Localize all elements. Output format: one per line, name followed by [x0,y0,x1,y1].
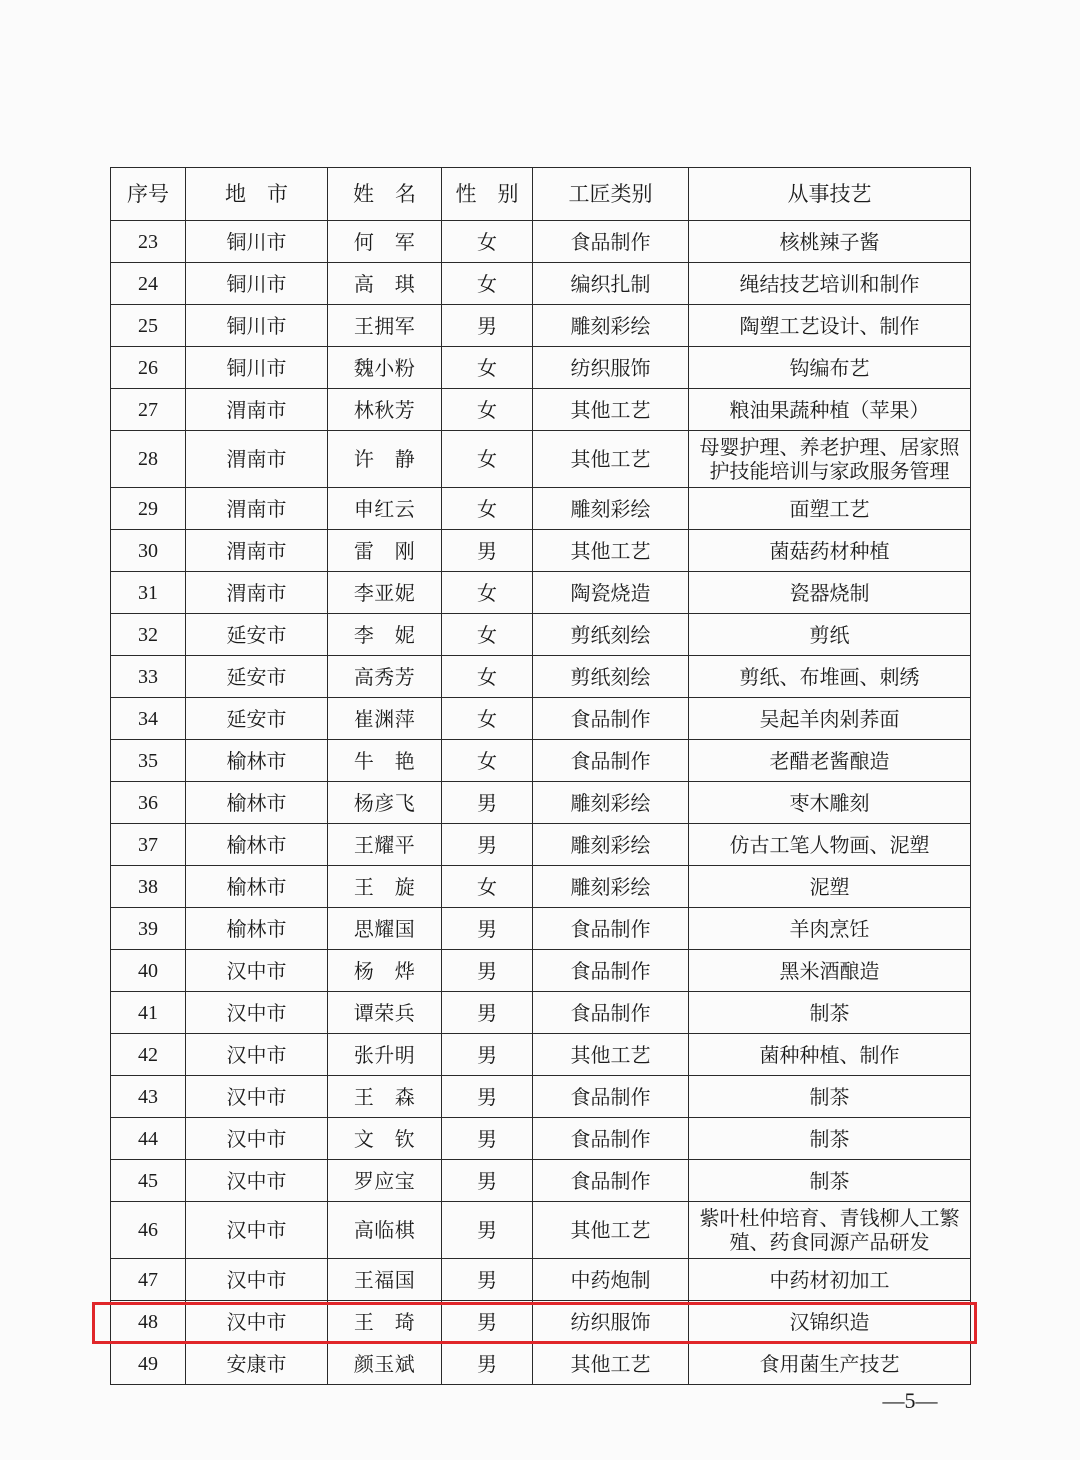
cell-gender: 男 [442,1259,533,1301]
header-city: 地 市 [186,168,328,221]
cell-index: 24 [111,263,186,305]
cell-index: 43 [111,1076,186,1118]
cell-name: 高 琪 [328,263,442,305]
cell-gender: 女 [442,263,533,305]
table-row [111,908,971,950]
cell-category: 剪纸刻绘 [533,656,689,698]
cell-index: 49 [111,1343,186,1385]
cell-skill: 菌菇药材种植 [689,530,971,572]
cell-category: 其他工艺 [533,1034,689,1076]
cell-category: 中药炮制 [533,1259,689,1301]
cell-city: 榆林市 [186,866,328,908]
cell-index: 42 [111,1034,186,1076]
cell-index: 32 [111,614,186,656]
cell-index: 45 [111,1160,186,1202]
cell-skill: 剪纸 [689,614,971,656]
cell-category: 其他工艺 [533,530,689,572]
cell-gender: 女 [442,740,533,782]
cell-name: 高临棋 [328,1202,442,1259]
cell-index: 34 [111,698,186,740]
cell-gender: 男 [442,1076,533,1118]
header-category: 工匠类别 [533,168,689,221]
table-row [111,656,971,698]
cell-city: 汉中市 [186,1034,328,1076]
cell-skill: 吴起羊肉剁荞面 [689,698,971,740]
table-row [111,263,971,305]
cell-city: 汉中市 [186,950,328,992]
cell-skill: 粮油果蔬种植（苹果） [689,389,971,431]
table-body [111,221,971,1385]
cell-gender: 男 [442,782,533,824]
cell-city: 汉中市 [186,992,328,1034]
cell-index: 28 [111,431,186,488]
cell-gender: 男 [442,1118,533,1160]
cell-index: 27 [111,389,186,431]
cell-city: 铜川市 [186,305,328,347]
cell-index: 37 [111,824,186,866]
cell-name: 王耀平 [328,824,442,866]
cell-gender: 男 [442,950,533,992]
header-skill: 从事技艺 [689,168,971,221]
table-row [111,530,971,572]
cell-skill: 紫叶杜仲培育、青钱柳人工繁殖、药食同源产品研发 [689,1202,971,1259]
cell-skill: 仿古工笔人物画、泥塑 [689,824,971,866]
cell-name: 高秀芳 [328,656,442,698]
cell-skill: 面塑工艺 [689,488,971,530]
table-row [111,950,971,992]
cell-gender: 男 [442,1202,533,1259]
cell-name: 谭荣兵 [328,992,442,1034]
cell-skill: 瓷器烧制 [689,572,971,614]
cell-name: 牛 艳 [328,740,442,782]
cell-skill: 老醋老酱酿造 [689,740,971,782]
cell-index: 44 [111,1118,186,1160]
cell-skill: 绳结技艺培训和制作 [689,263,971,305]
cell-skill: 母婴护理、养老护理、居家照护技能培训与家政服务管理 [689,431,971,488]
table-row [111,740,971,782]
cell-index: 41 [111,992,186,1034]
cell-city: 榆林市 [186,740,328,782]
cell-category: 雕刻彩绘 [533,824,689,866]
cell-skill: 陶塑工艺设计、制作 [689,305,971,347]
cell-gender: 男 [442,1034,533,1076]
cell-name: 颜玉斌 [328,1343,442,1385]
cell-skill: 食用菌生产技艺 [689,1343,971,1385]
cell-name: 文 钦 [328,1118,442,1160]
cell-gender: 男 [442,992,533,1034]
table-row [111,1301,971,1343]
cell-skill: 菌种种植、制作 [689,1034,971,1076]
cell-city: 铜川市 [186,347,328,389]
cell-category: 食品制作 [533,1160,689,1202]
cell-skill: 制茶 [689,1076,971,1118]
table-row [111,221,971,263]
cell-skill: 羊肉烹饪 [689,908,971,950]
cell-name: 雷 刚 [328,530,442,572]
cell-gender: 女 [442,614,533,656]
cell-city: 渭南市 [186,530,328,572]
cell-city: 汉中市 [186,1202,328,1259]
table-row [111,389,971,431]
cell-city: 延安市 [186,614,328,656]
table-row [111,782,971,824]
cell-name: 李亚妮 [328,572,442,614]
cell-gender: 女 [442,347,533,389]
cell-city: 渭南市 [186,389,328,431]
cell-name: 崔渊萍 [328,698,442,740]
cell-category: 食品制作 [533,1076,689,1118]
table-header-row [111,168,971,221]
table-row [111,1076,971,1118]
cell-name: 魏小粉 [328,347,442,389]
cell-skill: 汉锦织造 [689,1301,971,1343]
cell-category: 其他工艺 [533,1343,689,1385]
table-row [111,1118,971,1160]
table-row [111,866,971,908]
cell-skill: 剪纸、布堆画、刺绣 [689,656,971,698]
table-row [111,347,971,389]
table-row [111,1034,971,1076]
cell-city: 榆林市 [186,824,328,866]
cell-skill: 泥塑 [689,866,971,908]
cell-category: 食品制作 [533,1118,689,1160]
table-row [111,305,971,347]
cell-category: 雕刻彩绘 [533,782,689,824]
cell-category: 纺织服饰 [533,347,689,389]
cell-city: 榆林市 [186,908,328,950]
cell-name: 王 旋 [328,866,442,908]
cell-gender: 男 [442,1343,533,1385]
cell-category: 雕刻彩绘 [533,488,689,530]
cell-gender: 女 [442,488,533,530]
cell-index: 39 [111,908,186,950]
cell-city: 铜川市 [186,221,328,263]
cell-category: 食品制作 [533,740,689,782]
table-row [111,824,971,866]
cell-city: 汉中市 [186,1118,328,1160]
cell-name: 王 森 [328,1076,442,1118]
cell-category: 其他工艺 [533,431,689,488]
cell-skill: 黑米酒酿造 [689,950,971,992]
cell-name: 杨 烨 [328,950,442,992]
cell-index: 30 [111,530,186,572]
cell-city: 安康市 [186,1343,328,1385]
cell-name: 罗应宝 [328,1160,442,1202]
cell-city: 渭南市 [186,572,328,614]
cell-name: 何 军 [328,221,442,263]
cell-skill: 制茶 [689,1118,971,1160]
header-gender: 性 别 [442,168,533,221]
header-index: 序号 [111,168,186,221]
cell-city: 汉中市 [186,1160,328,1202]
cell-name: 思耀国 [328,908,442,950]
craftsman-table [110,167,971,1385]
cell-category: 雕刻彩绘 [533,866,689,908]
cell-name: 王拥军 [328,305,442,347]
cell-index: 31 [111,572,186,614]
page-number: —5— [882,1388,938,1413]
cell-name: 张升明 [328,1034,442,1076]
cell-skill: 核桃辣子酱 [689,221,971,263]
cell-city: 延安市 [186,656,328,698]
cell-index: 35 [111,740,186,782]
cell-index: 33 [111,656,186,698]
cell-index: 29 [111,488,186,530]
cell-category: 食品制作 [533,950,689,992]
cell-index: 25 [111,305,186,347]
cell-city: 渭南市 [186,431,328,488]
cell-index: 26 [111,347,186,389]
cell-index: 38 [111,866,186,908]
cell-gender: 女 [442,221,533,263]
cell-category: 食品制作 [533,221,689,263]
header-name: 姓 名 [328,168,442,221]
cell-city: 汉中市 [186,1301,328,1343]
cell-gender: 男 [442,1160,533,1202]
cell-index: 23 [111,221,186,263]
cell-gender: 男 [442,530,533,572]
cell-gender: 女 [442,431,533,488]
cell-gender: 女 [442,698,533,740]
cell-gender: 男 [442,824,533,866]
table-row [111,431,971,488]
cell-skill: 钩编布艺 [689,347,971,389]
cell-category: 陶瓷烧造 [533,572,689,614]
table-row [111,1202,971,1259]
cell-category: 编织扎制 [533,263,689,305]
cell-index: 36 [111,782,186,824]
cell-name: 林秋芳 [328,389,442,431]
cell-category: 剪纸刻绘 [533,614,689,656]
table-row [111,698,971,740]
cell-category: 纺织服饰 [533,1301,689,1343]
table-row [111,1160,971,1202]
cell-city: 铜川市 [186,263,328,305]
cell-index: 47 [111,1259,186,1301]
cell-skill: 制茶 [689,992,971,1034]
cell-gender: 女 [442,656,533,698]
cell-city: 延安市 [186,698,328,740]
cell-city: 榆林市 [186,782,328,824]
cell-name: 杨彦飞 [328,782,442,824]
cell-category: 食品制作 [533,992,689,1034]
cell-category: 雕刻彩绘 [533,305,689,347]
cell-index: 48 [111,1301,186,1343]
table-row [111,572,971,614]
table-row [111,1259,971,1301]
cell-gender: 男 [442,908,533,950]
table-row [111,1343,971,1385]
cell-skill: 枣木雕刻 [689,782,971,824]
cell-category: 其他工艺 [533,1202,689,1259]
cell-name: 王 琦 [328,1301,442,1343]
cell-skill: 制茶 [689,1160,971,1202]
cell-name: 李 妮 [328,614,442,656]
cell-gender: 女 [442,389,533,431]
table-row [111,488,971,530]
cell-name: 许 静 [328,431,442,488]
table-row [111,614,971,656]
cell-name: 王福国 [328,1259,442,1301]
table-row [111,992,971,1034]
cell-gender: 男 [442,305,533,347]
cell-city: 渭南市 [186,488,328,530]
cell-index: 46 [111,1202,186,1259]
cell-category: 食品制作 [533,698,689,740]
cell-gender: 女 [442,866,533,908]
cell-name: 申红云 [328,488,442,530]
cell-skill: 中药材初加工 [689,1259,971,1301]
cell-gender: 女 [442,572,533,614]
cell-city: 汉中市 [186,1076,328,1118]
cell-city: 汉中市 [186,1259,328,1301]
cell-gender: 男 [442,1301,533,1343]
cell-category: 食品制作 [533,908,689,950]
cell-index: 40 [111,950,186,992]
cell-category: 其他工艺 [533,389,689,431]
